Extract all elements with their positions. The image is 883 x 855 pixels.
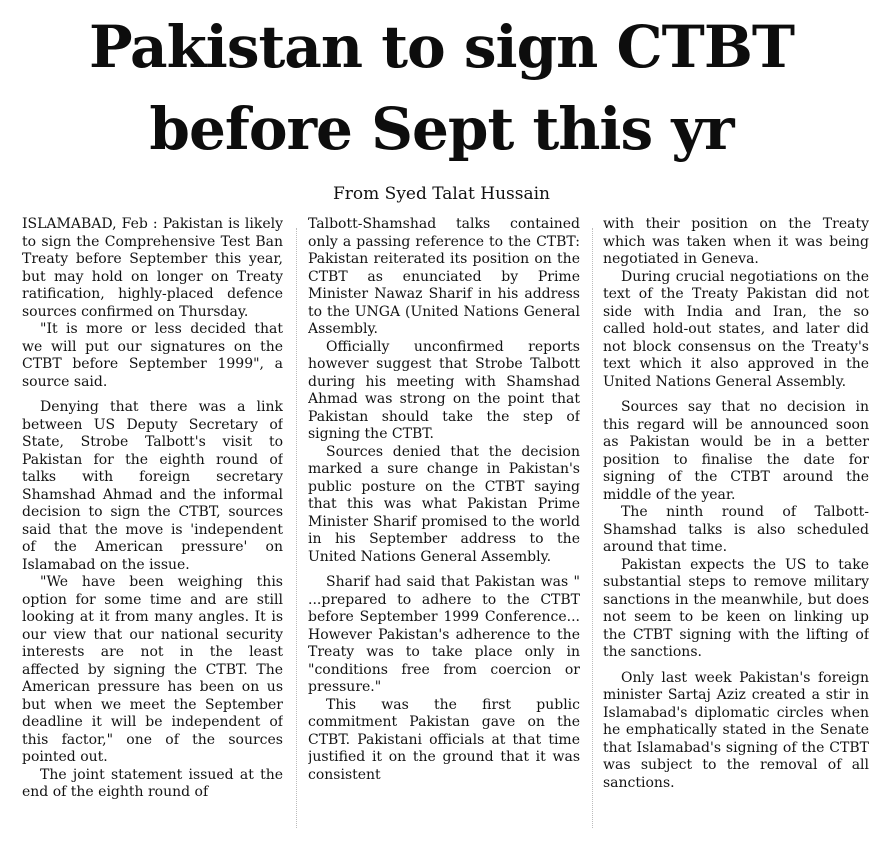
paragraph: During crucial negotiations on the text of the Treaty Pakistan did not side with India and Iran, the so called hold-out states, and later did not block consensus on the Treaty's text which it also approved in the United Nations General Assembly. [603, 268, 869, 390]
article-column-2 [308, 216, 580, 846]
paragraph: This was the first public commitment Pakistan gave on the CTBT. Pakistani officials at that time justified it on the ground that it was consistent [308, 696, 580, 783]
headline-line-1: Pakistan to sign CTBT [88, 13, 795, 81]
paragraph: Pakistan expects the US to take substantial steps to remove military sanctions in the meanwhile, but does not seem to be keen on linking up the CTBT signing with the lifting of the sanctions. [603, 556, 869, 660]
paragraph: The ninth round of Talbott-Shamshad talks is also scheduled around that time. [603, 504, 869, 555]
paragraph: Officially unconfirmed reports however suggest that Strobe Talbott during his meeting with Shamshad Ahmad was strong on the point that Pakistan should take the step of signing the CTBT. [308, 338, 580, 442]
article-column-1 [22, 216, 283, 846]
paragraph: The joint statement issued at the end of the eighth round of [22, 766, 283, 800]
paragraph: ISLAMABAD, Feb : Pakistan is likely to sign the Comprehensive Test Ban Treaty before September this year, but may hold on longer on Treaty ratification, highly-placed defence sources confirmed on Thursday. [22, 216, 283, 320]
paragraph: with their position on the Treaty which was taken when it was being negotiated in Geneva. [603, 216, 869, 267]
paragraph: Talbott-Shamshad talks contained only a passing reference to the CTBT: Pakistan reiterated its position on the CTBT as enunciated by Prime Minister Nawaz Sharif in his address to the UNGA (United Nations General Assembly. [308, 216, 580, 337]
paragraph: Only last week Pakistan's foreign minister Sartaj Aziz created a stir in Islamabad's diplomatic circles when he emphatically stated in the Senate that Islamabad's signing of the CTBT was subject to the removal of all sanctions. [603, 669, 869, 791]
paragraph: Sharif had said that Pakistan was " ...prepared to adhere to the CTBT before September 1999 Conference... However Pakistan's adherence to the Treaty was to take place only in "conditions free from coercion or pressure." [308, 574, 580, 695]
paragraph: "It is more or less decided that we will put our signatures on the CTBT before September 1999", a source said. [22, 321, 283, 390]
paragraph: Sources say that no decision in this regard will be announced soon as Pakistan would be in a better position to finalise the date for signing of the CTBT around the middle of the year. [603, 399, 869, 503]
headline [0, 6, 883, 170]
byline: From Syed Talat Hussain [333, 184, 550, 204]
headline-line-2: before Sept this yr [149, 95, 734, 163]
article-column-3 [603, 216, 869, 846]
paragraph: Denying that there was a link between US Deputy Secretary of State, Strobe Talbott's visit to Pakistan for the eighth round of talks with foreign secretary Shamshad Ahmad and the informal decision to sign the CTBT, sources said that the move is 'independent of the American pressure' on Islamabad on the issue. [22, 399, 283, 573]
column-divider [296, 228, 297, 828]
paragraph: "We have been weighing this option for some time and are still looking at it from many angles. It is our view that our national security interests are not in the least affected by signing the CTBT. The American pressure has been on us but when we meet the September deadline it will be independent of this factor," one of the sources pointed out. [22, 574, 283, 765]
paragraph: Sources denied that the decision marked a sure change in Pakistan's public posture on the CTBT saying that this was what Pakistan Prime Minister Sharif promised to the world in his September address to the United Nations General Assembly. [308, 443, 580, 565]
column-divider [592, 228, 593, 828]
